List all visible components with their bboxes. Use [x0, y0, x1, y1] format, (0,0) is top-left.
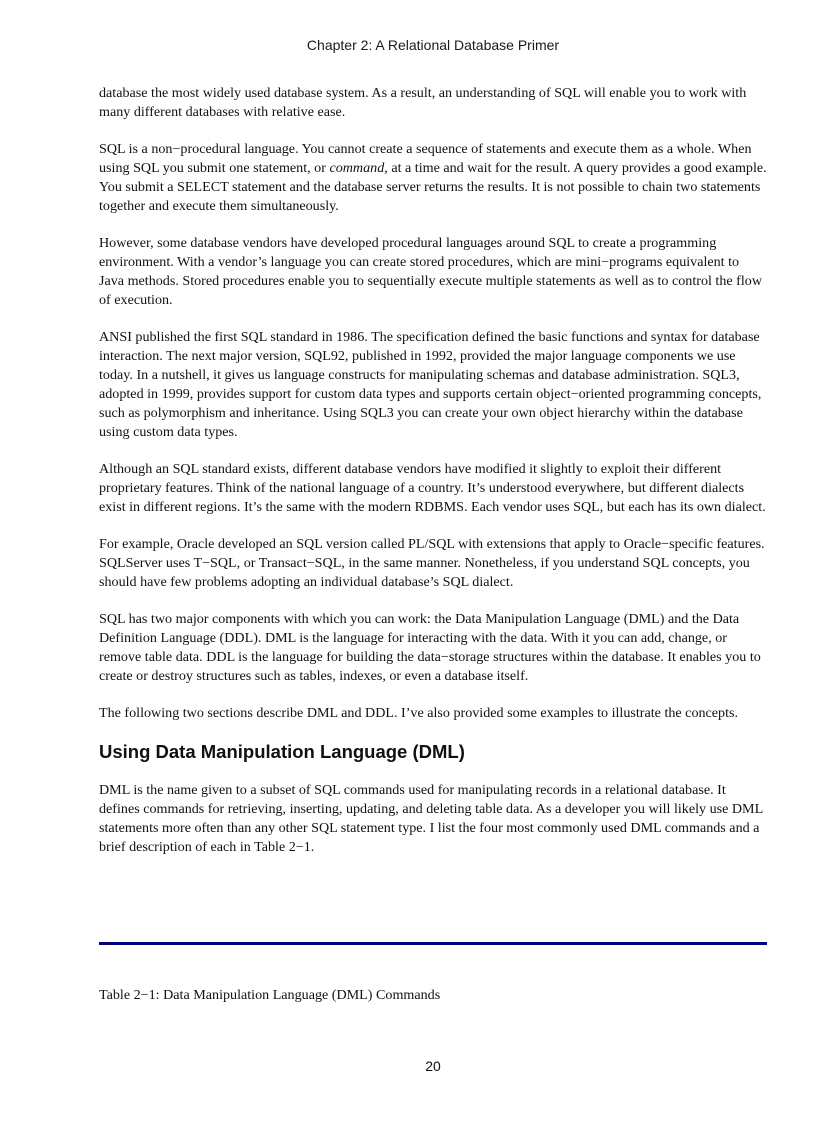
horizontal-divider: [99, 942, 767, 945]
page-content: [99, 84, 767, 857]
running-header: Chapter 2: A Relational Database Primer: [306, 37, 560, 53]
page-number: 20: [425, 1058, 441, 1074]
table-caption: Table 2−1: Data Manipulation Language (DML) Commands: [99, 987, 441, 1003]
section-heading: Using Data Manipulation Language (DML): [99, 741, 465, 762]
emphasis-command: command: [329, 160, 385, 176]
paragraph-dml-ddl: SQL has two major components with which you can work: the Data Manipulation Language (DML) and the Data Definition Language (DDL). DML is the language for interacting with the data. With it you can add, change, or remove table data. DDL is the language for building the data−storage structures within the database. It enables you to create or destroy structures such as tables, indexes, or even a database itself.: [99, 611, 761, 684]
paragraph-vendor-examples: For example, Oracle developed an SQL version called PL/SQL with extensions that apply to Oracle−specific features. SQLServer uses T−SQL, or Transact−SQL, in the same manner. Nonetheless, if you understand SQL concepts, you should have few problems adopting an individual database’s SQL dialect.: [99, 536, 765, 590]
paragraph-text: , at a time and wait for the result. A query provides a good example. You submit a SELECT statement and the database server returns the results. It is not possible to chain two statements together and execute them simultaneously.: [99, 160, 767, 214]
paragraph-dialects: Although an SQL standard exists, different database vendors have modified it slightly to exploit their different proprietary features. Think of the national language of a country. It’s understood everywhere, but different dialects exist in different regions. It’s the same with the modern RDBMS. Each vendor uses SQL, but each has its own dialect.: [99, 461, 766, 515]
paragraph-ansi-standard: ANSI published the first SQL standard in 1986. The specification defined the basic functions and syntax for database interaction. The next major version, SQL92, published in 1992, provided the major language components we use today. In a nutshell, it gives us language constructs for manipulating schemas and database administration. SQL3, adopted in 1999, provides support for custom data types and supports certain object−oriented programming concepts, such as polymorphism and inheritance. Using SQL3 you can create your own object hierarchy within the database using custom data types.: [99, 329, 762, 440]
paragraph-text: SQL is a non−procedural language. You cannot create a sequence of statements and execute them as a whole. When using SQL you submit one statement, or: [99, 141, 752, 176]
paragraph-intro: database the most widely used database system. As a result, an understanding of SQL will enable you to work with many different databases with relative ease.: [99, 85, 747, 120]
paragraph-procedural-languages: However, some database vendors have developed procedural languages around SQL to create a programming environment. With a vendor’s language you can create stored procedures, which are mini−programs equivalent to Java methods. Stored procedures enable you to sequentially execute multiple statements as well as to control the flow of execution.: [99, 235, 763, 308]
paragraph-following-sections: The following two sections describe DML and DDL. I’ve also provided some examples to illustrate the concepts.: [99, 705, 739, 721]
paragraph-dml-description: DML is the name given to a subset of SQL commands used for manipulating records in a relational database. It defines commands for retrieving, inserting, updating, and deleting table data. As a developer you will likely use DML statements more often than any other SQL statement type. I list the four most commonly used DML commands and a brief description of each in Table 2−1.: [99, 782, 763, 855]
paragraph-non-procedural: [99, 140, 767, 216]
